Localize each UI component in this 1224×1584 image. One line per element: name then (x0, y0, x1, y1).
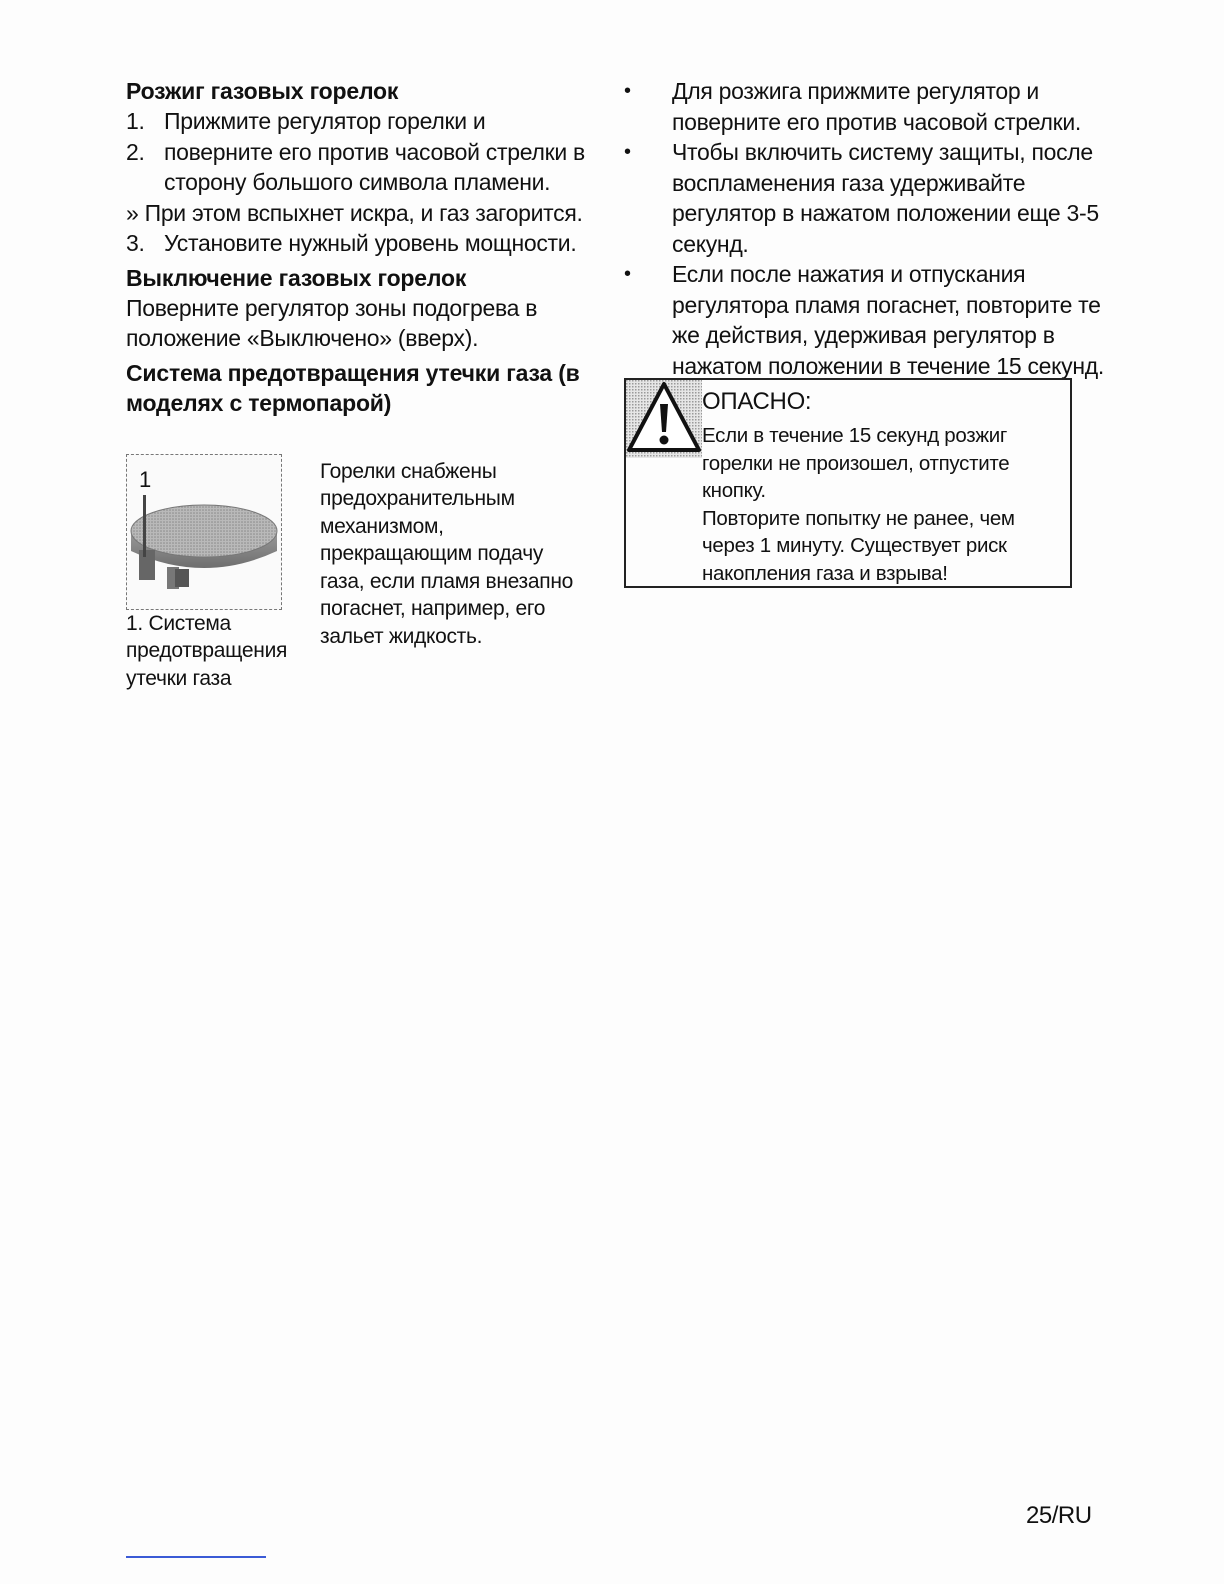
left-column (126, 76, 586, 704)
warning-title: ОПАСНО: (702, 388, 812, 415)
warning-text (702, 422, 1072, 587)
safety-heading: Система предотвращения утечки газа (в моделях с термопарой) (126, 359, 580, 416)
step-text: Прижмите регулятор горелки и (164, 108, 486, 134)
off-text: Поверните регулятор зоны подогрева в положение «Выключено» (вверх). (126, 294, 538, 351)
bullet-icon: • (624, 80, 631, 102)
list-item (624, 137, 1104, 259)
bullet-text: Чтобы включить систему защиты, после воспламенения газа удерживайте регулятор в нажатом положении еще 3-5 секунд. (672, 139, 1099, 257)
list-item (624, 76, 1104, 137)
page-number: 25/RU (1026, 1502, 1092, 1529)
footer-rule (126, 1556, 266, 1558)
step-2 (126, 137, 586, 198)
figure-label: 1 (139, 466, 152, 492)
step-3 (126, 228, 586, 259)
off-heading: Выключение газовых горелок (126, 264, 467, 291)
step-text: поверните его против часовой стрелки в сторону большого символа пламени. (164, 138, 585, 195)
figure-row (126, 454, 586, 704)
ignition-heading: Розжиг газовых горелок (126, 78, 399, 104)
bullet-icon: • (624, 263, 631, 285)
step-number: 2. (126, 138, 145, 165)
figure-description: Горелки снабжены предохранительным механизмом, прекращающим подачу газа, если пламя внезапно погаснет, например, его зальет жидкость. (320, 459, 573, 648)
right-column (624, 76, 1104, 585)
warning-triangle-icon (626, 380, 702, 458)
step-number: 3. (126, 230, 145, 256)
list-item (624, 259, 1104, 381)
bullet-icon: • (624, 141, 631, 163)
step-1 (126, 106, 586, 137)
step-number: 1. (126, 108, 145, 134)
warning-line-1: Если в течение 15 секунд розжиг горелки не произошел, отпустите кнопку. (702, 424, 1010, 502)
bullet-text: Если после нажатия и отпускания регулятора пламя погаснет, повторите те же действия, удерживая регулятор в нажатом положении в течение 15 секунд. (672, 261, 1104, 379)
warning-line-2: Повторите попытку не ранее, чем через 1 минуту. Существует риск накопления газа и взрыва! (702, 506, 1015, 585)
step-text: Установите нужный уровень мощности. (164, 230, 577, 256)
figure-caption: 1. Система предотвращения утечки газа (126, 611, 288, 690)
danger-warning-box (624, 378, 1072, 588)
burner-figure (126, 454, 282, 610)
bullet-text: Для розжига прижмите регулятор и поверните его против часовой стрелки. (672, 78, 1081, 135)
result-note: » При этом вспыхнет искра, и газ загорится. (126, 199, 583, 226)
